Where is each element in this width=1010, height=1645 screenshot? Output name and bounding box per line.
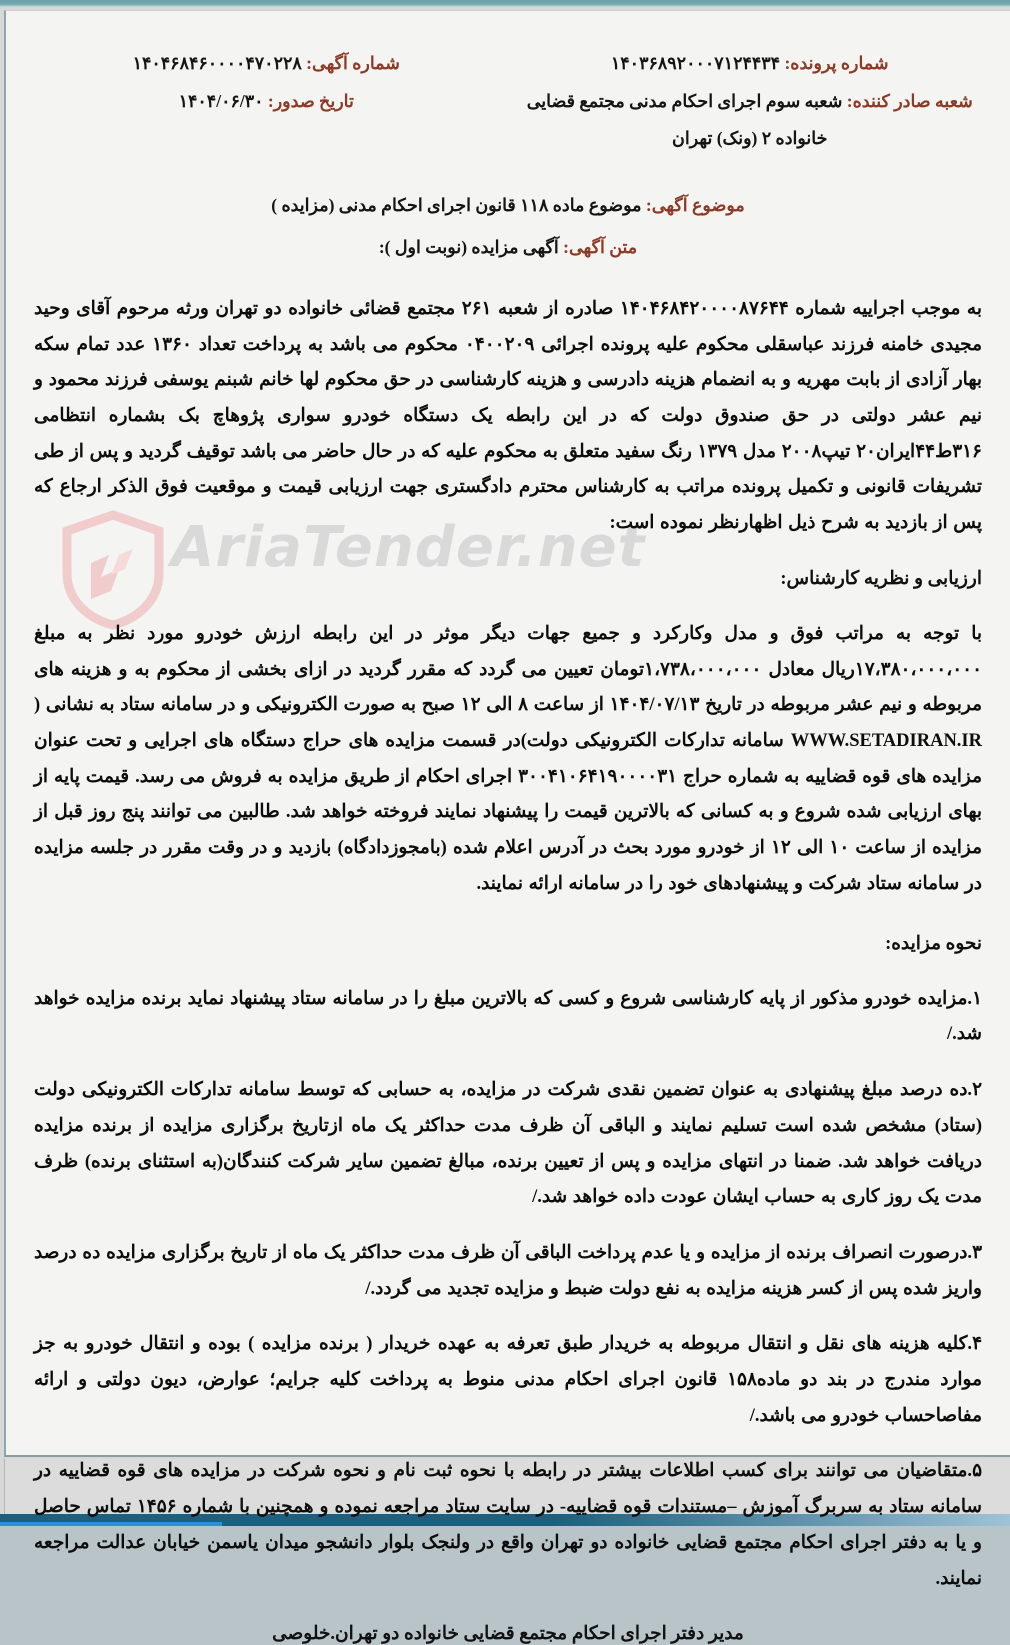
document-header — [34, 45, 982, 158]
header-left-column — [517, 45, 982, 158]
expert-appraisal-heading: ارزیابی و نظریه کارشناس: — [780, 568, 982, 589]
notice-number-label: شماره آگهی: — [306, 53, 400, 73]
body-paragraph-2: با توجه به مراتب فوق و مدل وکارکرد و جمیع جهات دیگر موثر در این رابطه ارزش خودرو مورد نظر به مبلغ ۱۷،۳۸۰،۰۰۰،۰۰۰ریال معادل ۱،۷۳۸،۰۰۰،۰۰۰تومان تعیین می گردد که مقرر گردید در ازای بخشی از محکوم به و هزینه های مربوطه و نیم عشر مربوطه در تاریخ ۱۴۰۴/۰۷/۱۳ از ساعت ۸ الی ۱۲ صبح به صورت الکترونیکی و در سامانه ستاد به نشانی ( WWW.SETADIRAN.IR سامانه تدارکات الکترونیکی دولت)در قسمت مزایده های حراج دستگاه های اجرایی و تحت عنوان مزایده های قوه قضاییه به شماره حراج ۳۰۰۴۱۰۶۴۱۹۰۰۰۰۳۱ اجرای احکام از طریق مزایده به فروش می رسد. قیمت پایه از بهای ارزیابی شده شروع و به کسانی که بالاترین قیمت را پیشنهاد نمایند فروخته خواهد شد. طالبین می توانند پنج روز قبل از مزایده از ساعت ۱۰ الی ۱۲ از خودرو مورد بحث در آدرس اعلام شده (بامجوزدادگاه) بازدید و در وقت مقرر در جلسه مزایده در سامانه ستاد شرکت و پیشنهادهای خود را در سامانه ارائه نمایند. — [34, 623, 983, 894]
issuing-branch-row — [517, 83, 982, 158]
signature-line: مدیر دفتر اجرای احکام مجتمع قضایی خانواده دو تهران.خلوصی — [272, 1624, 744, 1645]
header-right-column — [34, 45, 499, 120]
notice-subject-value: موضوع ماده ۱۱۸ قانون اجرای احکام مدنی (مزایده ) — [271, 194, 642, 215]
auction-procedure-heading: نحوه مزایده: — [885, 933, 982, 954]
notice-subject-label: موضوع آگهی: — [645, 194, 745, 215]
notice-text-value: آگهی مزایده (نوبت اول ): — [378, 236, 559, 257]
notice-number-row — [34, 45, 499, 83]
body-paragraph-1: به موجب اجراییه شماره ۱۴۰۴۶۸۴۲۰۰۰۰۸۷۶۴۴ صادره از شعبه ۲۶۱ مجتمع قضائی خانواده دو تهران ورثه مرحوم آقای وحید مجیدی خامنه فرزند عباسقلی محکوم علیه پرونده اجرائی ۰۴۰۰۲۰۹ محکوم می باشد به پرداخت تعداد ۱۳۶۰ عدد تمام سکه بهار آزادی از بابت مهریه و به انضمام هزینه دادرسی و هزینه کارشناسی در حق محکوم لها خانم شبنم یوسفی فرزند محمود و نیم عشر دولتی در حق صندوق دولت که در این رابطه یک دستگاه خودرو سواری پژوهاچ بک بشماره انتظامی ۳۱۶ط۴۴ایران۲۰ تیپ۲۰۰۸ مدل ۱۳۷۹ رنگ سفید متعلق به محکوم علیه که در حال حاضر می باشد توقیف گردید و پس از طی تشریفات قانونی و تکمیل پرونده مراتب به کارشناس محترم دادگستری جهت ارزیابی قیمت و موقعیت فوق الذکر ارجاع که پس از بازدید به شرح ذیل اظهارنظر نموده است: — [34, 298, 982, 534]
subject-block — [34, 184, 982, 268]
procedure-item-2: ۲.ده درصد مبلغ پیشنهادی به عنوان تضمین نقدی شرکت در مزایده، به حسابی که توسط سامانه تدارکات الکترونیکی دولت (ستاد) مشخص شده است تسلیم نمایند و الباقی آن ظرف مدت حداکثر یک ماه ازتاریخ برگزاری مزایده از برنده مزایده دریافت خواهد شد. ضمنا در انتهای مزایده و پس از تعیین برنده، مبالغ تضمین سایر شرکت کنندگان(به استثنای برنده) ظرف مدت یک روز کاری به حساب ایشان عودت داده خواهد شد./ — [34, 1080, 982, 1208]
issue-date-row — [34, 83, 499, 121]
notice-text-row — [34, 226, 982, 268]
file-number-row — [517, 45, 982, 83]
issuing-branch-value: شعبه سوم اجرای احکام مدنی مجتمع قضایی خانواده ۲ (ونک) تهران — [526, 90, 843, 149]
document-shell — [0, 7, 1010, 1645]
procedure-item-3: ۳.درصورت انصراف برنده از مزایده و یا عدم پرداخت الباقی آن ظرف مدت حداکثر یک ماه از تاریخ برگزاری مزایده ده درصد واریز شده پس از کسر هزینه مزایده به نفع دولت ضبط و مزایده تجدید می گردد./ — [34, 1242, 982, 1299]
issuing-branch-label: شعبه صادر کننده: — [846, 90, 973, 111]
issue-date-label: تاریخ صدور: — [267, 90, 354, 111]
notice-subject-row — [34, 184, 982, 226]
notice-text-label: متن آگهی: — [563, 236, 638, 257]
issue-date-value: ۱۴۰۴/۰۶/۳۰ — [178, 90, 264, 111]
document-content — [6, 11, 1010, 1645]
procedure-item-5: ۵.متقاضیان می توانند برای کسب اطلاعات بیشتر در رابطه با نحوه ثبت نام و نحوه شرکت در مزایده های قوه قضاییه در سامانه ستاد به سربرگ آموزش –مستندات قوه قضاییه- در سایت ستاد مراجعه نموده و همچنین با شماره ۱۴۵۶ تماس حاصل و یا به دفتر اجرای احکام مجتمع قضایی خانواده دو تهران واقع در ولنجک بلوار دانشجو میدان یاسمن خیابان عدالت مراجعه نمایند. — [34, 1461, 982, 1589]
notice-number-value: ۱۴۰۴۶۸۴۶۰۰۰۰۴۷۰۲۲۸ — [132, 53, 302, 73]
procedure-item-4: ۴.کلیه هزینه های نقل و انتقال مربوطه به خریدار طبق تعرفه به عهده خریدار ( برنده مزایده ) بوده و انتقال خودرو به جز موارد مندرج در بند دو ماده۱۵۸ قانون اجرای احکام مدنی منوط به پرداخت کلیه جرایم؛ عوارض، دیون دولتی و ارائه مفاصاحساب خودرو می باشد./ — [34, 1334, 982, 1426]
procedure-item-1: ۱.مزایده خودرو مذکور از پایه کارشناسی شروع و کسی که بالاترین مبلغ را در سامانه ستاد پیشنهاد نماید برنده مزایده خواهد شد./ — [34, 988, 982, 1045]
file-number-value: ۱۴۰۳۶۸۹۲۰۰۰۷۱۲۴۴۳۴ — [610, 53, 781, 73]
document-page — [4, 10, 1010, 1645]
file-number-label: شماره پرونده: — [784, 53, 889, 73]
watermark-text: AriaTender.net — [171, 515, 646, 580]
viewer-top-bar — [0, 0, 1010, 7]
